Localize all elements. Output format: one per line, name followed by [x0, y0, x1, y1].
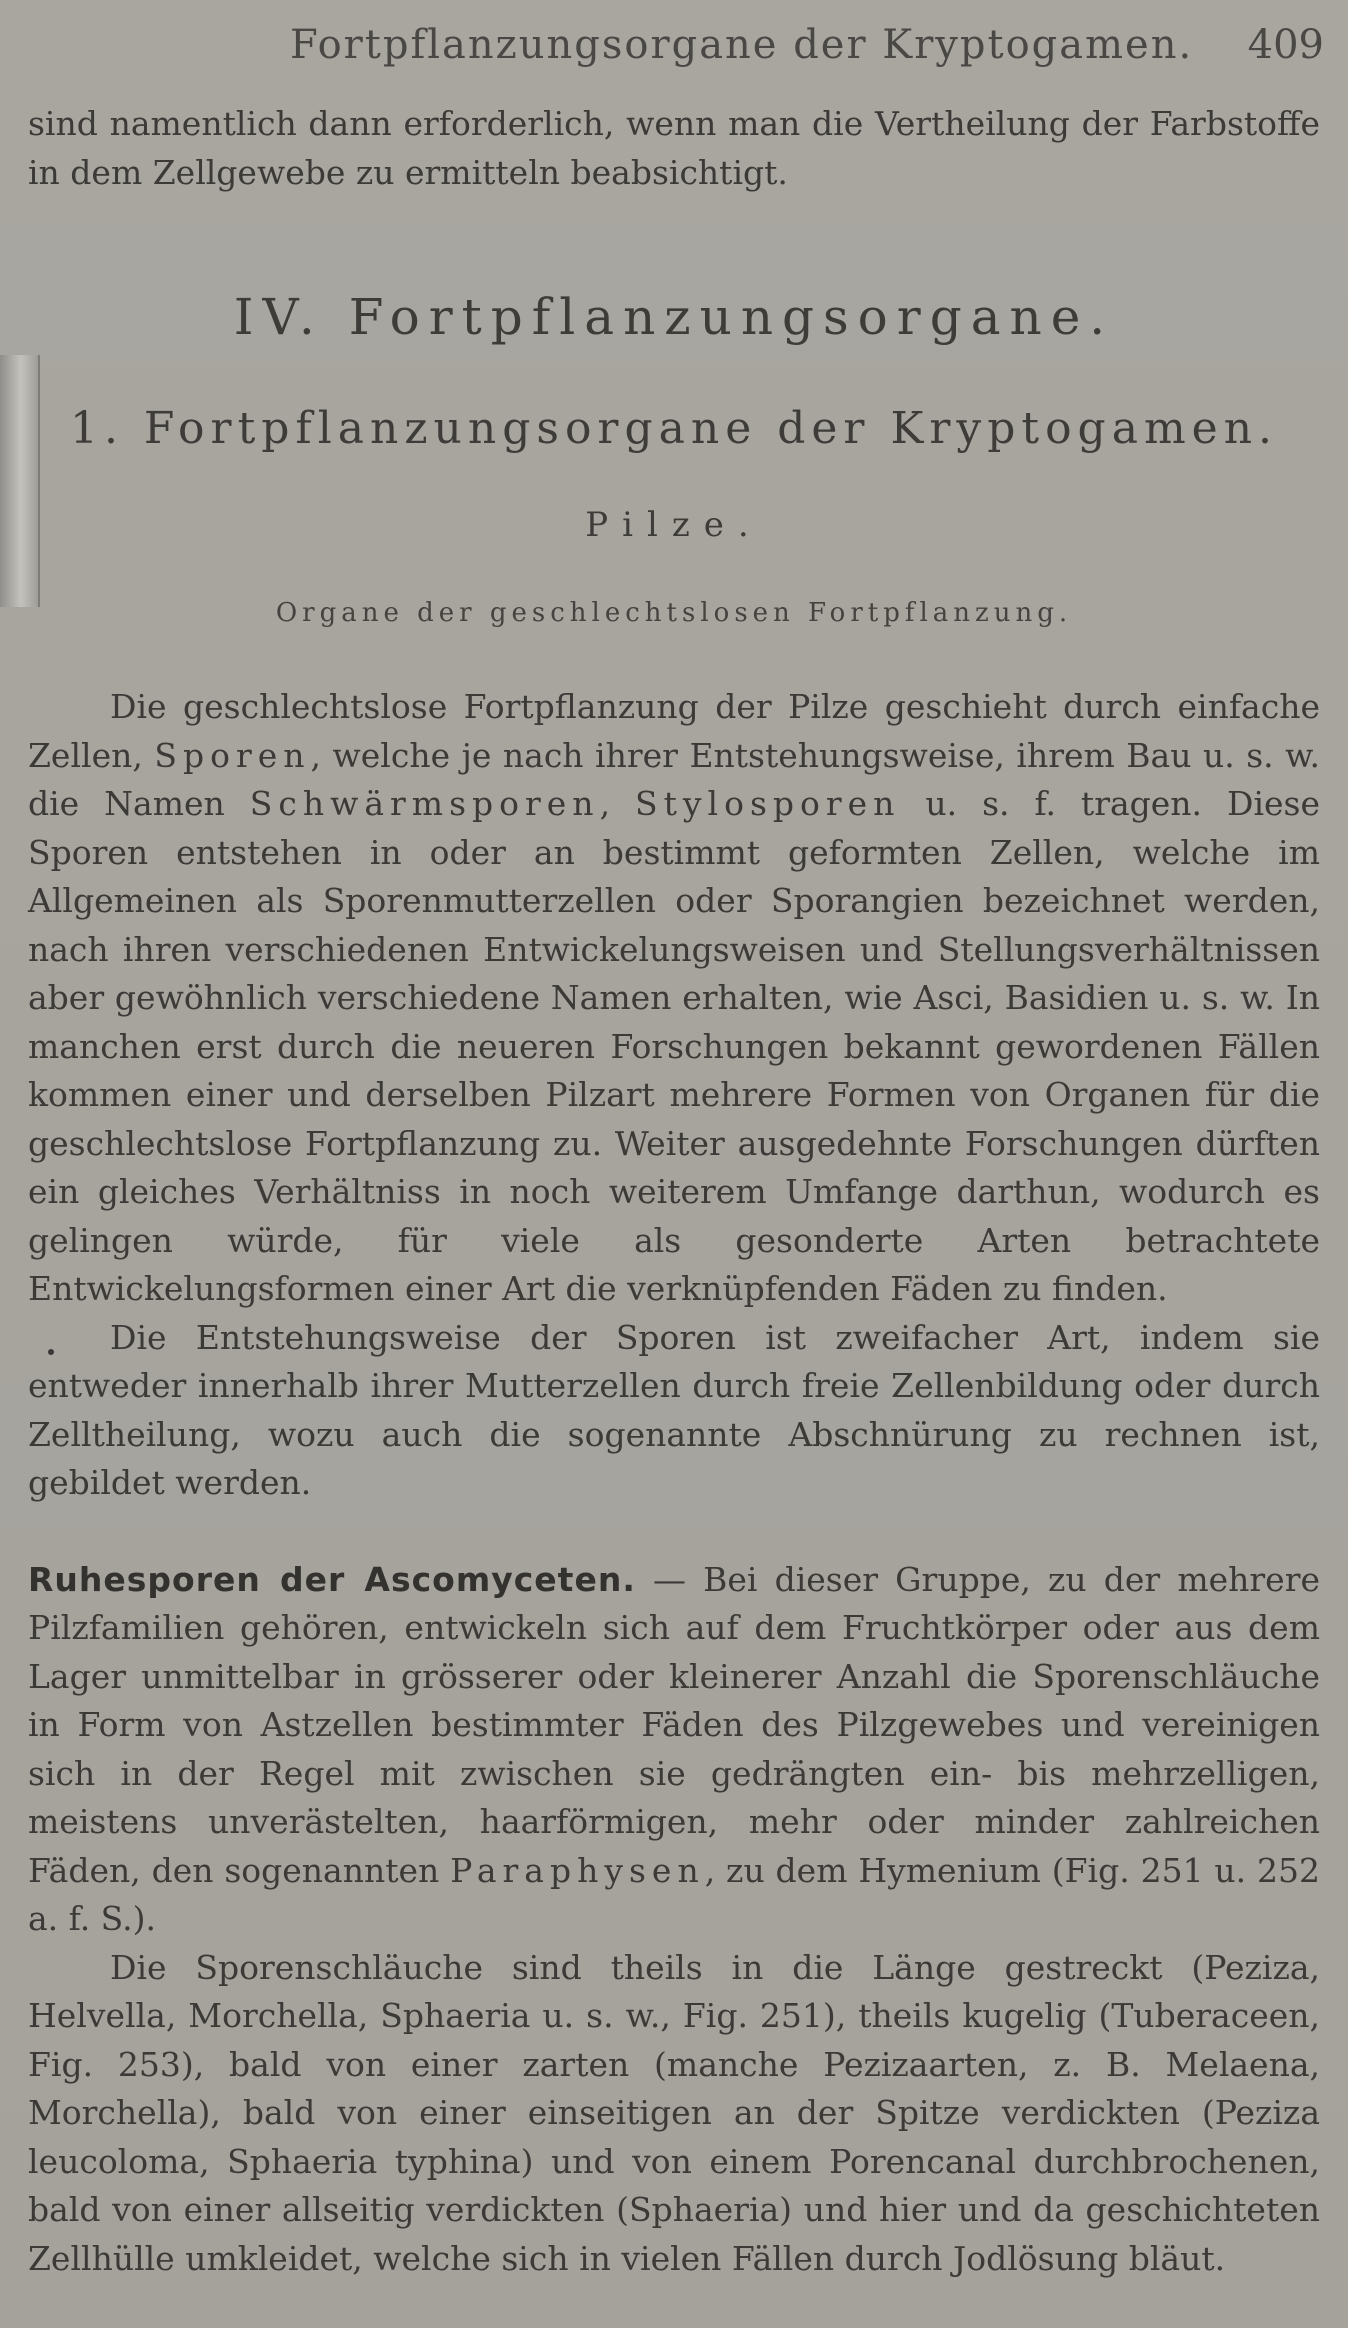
- paragraph-2: Die Entstehungsweise der Sporen ist zweifacher Art, indem sie entweder innerhalb ihrer Mutterzellen durch freie Zellenbildung oder durch Zelltheilung, wozu auch die sogenannte Abschnürung zu rechnen ist, gebildet werden.: [28, 1317, 1320, 1502]
- ink-dot: [48, 1349, 54, 1355]
- section-title-ascomyceten: Ruhesporen der Ascomyceten.: [28, 1559, 636, 1599]
- topic-heading: Organe der geschlechtslosen Fortpflanzung.: [275, 598, 1073, 628]
- paragraph-ascomyceten-text-b: , zu dem Hymenium (Fig. 251 u. 252 a. f. S.).: [28, 1850, 1320, 1938]
- paragraph-3: Die Sporenschläuche sind theils in die Länge gestreckt (Peziza, Helvella, Morchella, Sphaeria u. s. w., Fig. 251), theils kugelig (Tuberaceen, Fig. 253), bald von einer zarten (manche Pezizaarten, z. B. Melaena, Morchella), bald von einer einseitigen an der Spitze verdickten (Peziza leucoloma, Sphaeria typhina) und von einem Porencanal durchbrochenen, bald von einer allseitig verdickten (Sphaeria) und hier und da geschichteten Zellhülle umkleidet, welche sich in vielen Fällen durch Jodlösung bläut.: [28, 1947, 1320, 2278]
- term-paraphysen: Paraphysen: [450, 1850, 705, 1890]
- term-sporen: Sporen: [154, 735, 311, 775]
- section-heading: 1. Fortpflanzungsorgane der Kryptogamen.: [69, 403, 1279, 454]
- running-title: Fortpflanzungsorgane der Kryptogamen.: [290, 22, 1194, 68]
- subsection-heading: Pilze.: [585, 505, 763, 545]
- chapter-heading: IV. Fortpflanzungsorgane.: [233, 288, 1115, 346]
- intro-paragraph: [28, 100, 1320, 197]
- paragraph-1: [28, 683, 1320, 1314]
- paragraph-1-text-c: ,: [599, 784, 636, 823]
- term-stylosporen: Stylosporen: [635, 784, 901, 823]
- page-edge-tab: [0, 355, 40, 607]
- body-text: [28, 683, 1320, 2283]
- term-schwaermsporen: Schwärmsporen: [249, 784, 600, 823]
- paragraph-1-text-d: u. s. f. tragen. Diese Sporen entstehen in oder an bestimmt geformten Zellen, welche im Allgemeinen als Sporenmutterzellen oder Sporangien bezeichnet werden, nach ihren verschiedenen Entwickelungsweisen und Stellungsverhältnissen aber gewöhnlich verschiedene Namen erhalten, wie Asci, Basidien u. s. w. In manchen erst durch die neueren Forschungen bekannt gewordenen Fällen kommen einer und derselben Pilzart mehrere Formen von Organen für die geschlechtslose Fortpflanzung zu. Weiter ausgedehnte Forschungen dürften ein gleiches Verhältniss in noch weiterem Umfange darthun, wodurch es gelingen würde, für viele als gesonderte Arten betrachtete Entwickelungsformen einer Art die verknüpfenden Fäden zu finden.: [28, 784, 1320, 1308]
- paragraph-ascomyceten: [28, 1556, 1320, 1944]
- intro-text: sind namentlich dann erforderlich, wenn man die Vertheilung der Farbstoffe in dem Zellgewebe zu ermitteln beabsichtigt.: [28, 104, 1320, 192]
- page-number: 409: [1247, 22, 1324, 68]
- paragraph-ascomyceten-text-a: — Bei dieser Gruppe, zu der mehrere Pilzfamilien gehören, entwickeln sich auf dem Fruchtkörper oder aus dem Lager unmittelbar in grösserer oder kleinerer Anzahl die Sporenschläuche in Form von Astzellen bestimmter Fäden des Pilzgewebes und vereinigen sich in der Regel mit zwischen sie gedrängten ein- bis mehrzelligen, meistens unverästelten, haarförmigen, mehr oder minder zahlreichen Fäden, den sogenannten: [28, 1559, 1320, 1890]
- paragraph-1-text-a: Die geschlechtslose Fortpflanzung der Pilze geschieht durch einfache Zellen,: [28, 687, 1320, 775]
- paragraph-1-text-b: , welche je nach ihrer Entstehungsweise, ihrem Bau u. s. w. die Namen: [28, 735, 1320, 823]
- running-header: [0, 22, 1348, 72]
